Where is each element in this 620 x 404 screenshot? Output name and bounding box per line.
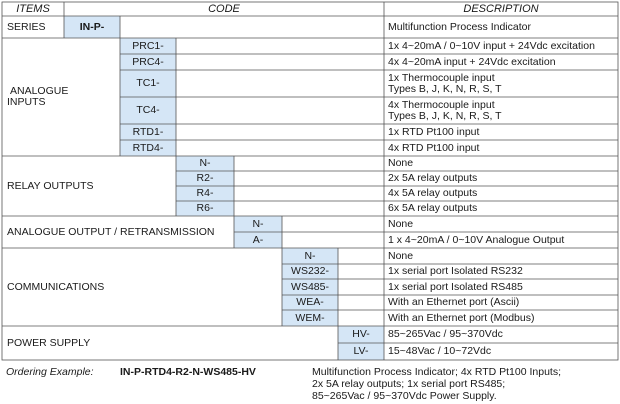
code-rtd4: RTD4- xyxy=(120,140,176,156)
code-series: IN-P- xyxy=(64,16,120,38)
desc-tc1-line1: 1x Thermocouple input xyxy=(388,71,495,84)
desc-wea: With an Ethernet port (Ascii) xyxy=(388,296,520,308)
code-aout-a: A- xyxy=(234,232,282,248)
code-r4: R4- xyxy=(176,186,234,201)
code-wem: WEM- xyxy=(282,310,338,326)
code-r2: R2- xyxy=(176,171,234,186)
desc-wem: With an Ethernet port (Modbus) xyxy=(388,311,535,324)
category-power-supply: POWER SUPPLY xyxy=(7,336,91,349)
code-rtd1: RTD1- xyxy=(120,124,176,140)
desc-ws485: 1x serial port Isolated RS485 xyxy=(388,280,523,293)
category-analogue-output: ANALOGUE OUTPUT / RETRANSMISSION xyxy=(7,225,215,238)
desc-rtd1: 1x RTD Pt100 input xyxy=(388,125,480,138)
code-r6: R6- xyxy=(176,201,234,216)
code-relay-none: N- xyxy=(176,156,234,171)
code-wea: WEA- xyxy=(282,295,338,310)
desc-series: Multifunction Process Indicator xyxy=(388,20,531,33)
desc-aout-none: None xyxy=(388,217,414,230)
code-prc4: PRC4- xyxy=(120,54,176,70)
code-comm-none: N- xyxy=(282,248,338,264)
category-relay-outputs: RELAY OUTPUTS xyxy=(7,179,94,192)
desc-comm-none: None xyxy=(388,249,414,262)
desc-aout-a: 1 x 4~20mA / 0~10V Analogue Output xyxy=(388,233,565,246)
code-tc4: TC4- xyxy=(120,97,176,124)
desc-relay-none: None xyxy=(388,157,414,169)
code-ws232: WS232- xyxy=(282,264,338,279)
desc-prc4: 4x 4~20mA input + 24Vdc excitation xyxy=(388,55,556,68)
header-description: DESCRIPTION xyxy=(384,2,618,16)
code-tc1: TC1- xyxy=(120,70,176,97)
code-aout-none: N- xyxy=(234,216,282,232)
ordering-example-label: Ordering Example: xyxy=(6,366,94,378)
desc-tc4-line2: Types B, J, K, N, R, S, T xyxy=(388,109,502,122)
ordering-example-code: IN-P-RTD4-R2-N-WS485-HV xyxy=(120,366,256,378)
desc-r4: 4x 5A relay outputs xyxy=(388,187,478,199)
desc-r2: 2x 5A relay outputs xyxy=(388,172,478,184)
desc-tc1-line2: Types B, J, K, N, R, S, T xyxy=(388,82,502,95)
code-prc1: PRC1- xyxy=(120,38,176,54)
category-communications: COMMUNICATIONS xyxy=(7,280,105,293)
desc-tc4-line1: 4x Thermocouple input xyxy=(388,98,495,111)
desc-ws232: 1x serial port Isolated RS232 xyxy=(388,265,523,277)
ordering-example-desc-line1: Multifunction Process Indicator; 4x RTD Pt100 Inputs; xyxy=(312,366,562,378)
category-series: SERIES xyxy=(7,20,46,33)
header-code: CODE xyxy=(64,2,384,16)
desc-prc1: 1x 4~20mA / 0~10V input + 24Vdc excitation xyxy=(388,39,595,52)
desc-lv: 15~48Vac / 10~72Vdc xyxy=(388,345,492,357)
code-ws485: WS485- xyxy=(282,279,338,295)
header-items: ITEMS xyxy=(2,2,64,16)
category-analogue-inputs-line2: INPUTS xyxy=(7,96,46,108)
category-analogue-inputs-line1: ANALOGUE xyxy=(10,85,69,97)
ordering-example-desc-line2: 2x 5A relay outputs; 1x serial port RS485; xyxy=(312,378,506,390)
code-hv: HV- xyxy=(338,326,384,343)
desc-r6: 6x 5A relay outputs xyxy=(388,202,478,214)
code-lv: LV- xyxy=(338,343,384,360)
ordering-example-desc-line3: 85~265Vac / 95~370Vdc Power Supply. xyxy=(312,390,497,402)
desc-hv: 85~265Vac / 95~370Vdc xyxy=(388,328,503,340)
desc-rtd4: 4x RTD Pt100 input xyxy=(388,141,480,154)
